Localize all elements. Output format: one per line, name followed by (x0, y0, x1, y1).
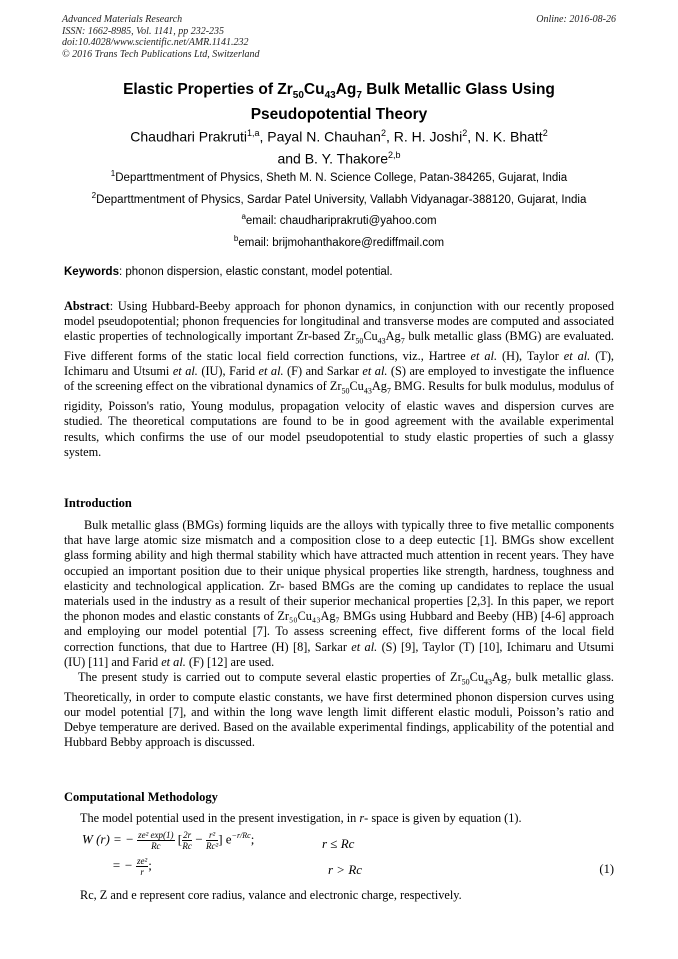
abstract-text: Ag (371, 379, 387, 394)
subscript: 7 (507, 677, 512, 687)
eq-part: ; (148, 857, 152, 873)
email-sup: b (233, 234, 239, 243)
eq-den: Rc (182, 841, 192, 851)
title-sub: 50 (292, 90, 304, 102)
affiliation-1 (40, 167, 638, 185)
intro-text: (S) [9], Taylor (T) [10], Ichimaru and Utsumi (IU) [11] and Farid (64, 639, 614, 669)
abstract-text: (T), Ichimaru and Utsumi (64, 349, 614, 379)
eq-part: ; (250, 831, 255, 847)
abstract (64, 299, 614, 460)
abstract-text: (F) and Sarkar (283, 364, 363, 379)
doi: doi:10.4028/www.scientific.net/AMR.1141.232 (62, 37, 249, 48)
eq-fraction (136, 856, 148, 877)
et-al: et al. (470, 349, 498, 364)
subscript: 43 (484, 677, 493, 687)
paper-title (60, 80, 618, 124)
author-list (60, 124, 618, 167)
title-part: Elastic Properties of Zr (123, 81, 293, 98)
intro-text: bulk metallic glass. Theoretically, in order to compute elastic constants, we have first determined phonon dispersion curves using our model potential [7], and within the long wave length limit different elastic moduli, Poisson’s ratio and Debye temperature are derived. Based on the available experimental findings, applicability of the potential and Hubbard Bebby approach is discussed. (64, 670, 614, 750)
copyright: © 2016 Trans Tech Publications Ltd, Switzerland (62, 48, 260, 60)
eq-fraction (206, 830, 218, 851)
abstract-text: BMG. Results for bulk modulus, modulus of rigidity, Poisson's ratio, Young modulus, propagation velocity of elastic waves and dispersion curves are studied. The theoretical computations are found to be in good agreement with the available experimental results, which confirms the use of our model pseudopotential to study elastic properties of such a glassy system. (64, 379, 614, 459)
intro-text: (F) [12] are used. (185, 654, 275, 669)
eq-den: Rc² (205, 841, 219, 851)
abstract-text: : Using Hubbard-Beeby approach for phonon dynamics, in conjunction with our recently proposed model pseudopotential; phonon frequencies for longitudinal and transverse modes are computed and associated elastic properties of technologically important Zr-based Zr (64, 299, 614, 344)
author: , Payal N. Chauhan (259, 128, 381, 145)
eq-den: r (140, 867, 144, 877)
eq-num: ze² exp(1) (138, 830, 174, 840)
title-part: Cu (303, 81, 325, 98)
eq-num: r² (206, 830, 218, 841)
subscript: 43 (363, 386, 372, 396)
email-text: email: brijmohanthakore@rediffmail.com (238, 236, 445, 249)
intro-text: Bulk metallic glass (BMGs) forming liquids are the alloys with typically three to five metallic components that have large atomic size mismatch and a composition close to a deep eutectic [1]. BMGs show excellent glass forming ability and high thermal stability which have attracted much attention in recent years. They have occupied an important position due to their unique physical properties like strength, hardness, toughness and elasticity and technological application. Zr- based BMGs are the coming up candidates to replace the usual materials used in the industry as a result of their superior mechanical properties [2,3]. In this paper, we report the phonon modes and elastic constants of Zr₅₀Cu₄₃Ag₇ BMGs using Hubbard and Beeby (HB) [4-6] approach and employing our model potential [7]. To assess screening effect, five different forms of the local field correction functions, that due to Hartree (H) [8], Sarkar (64, 518, 614, 654)
author: , R. H. Joshi (385, 128, 463, 145)
subscript: 50 (461, 677, 470, 687)
abstract-text: Ag (385, 329, 401, 344)
author: Chaudhari Prakruti (130, 128, 248, 145)
journal-name: Advanced Materials Research (62, 14, 183, 25)
title-part: Bulk Metallic Glass Using (361, 81, 555, 98)
eq-part: W (r) = − (82, 831, 134, 847)
eq-part: − (195, 831, 203, 847)
author-sup: 2 (542, 128, 548, 138)
affiliation-sup: 1 (110, 169, 116, 178)
eq-num: 2r (183, 830, 192, 840)
eq-part: [ (177, 831, 183, 847)
et-al: et al. (563, 349, 591, 364)
author: and B. Y. Thakore (277, 150, 388, 167)
introduction-body (64, 518, 614, 751)
method-text: - space is given by equation (1). (364, 811, 522, 825)
affiliation-text: Departtmentment of Physics, Sardar Patel University, Vallabh Vidyanagar-388120, Gujarat, India (96, 193, 587, 206)
abstract-text: (S) are employed to investigate the influence of the screening effect on the vibrational dynamics of Zr (64, 364, 615, 394)
subscript: 7 (400, 336, 405, 346)
issn: ISSN: 1662-8985, Vol. 1141, pp 232-235 (62, 25, 225, 37)
eq-exponent: −r/Rc (231, 831, 251, 841)
abstract-text: (IU), Farid (197, 364, 259, 379)
author-sup: 1,a (247, 128, 260, 138)
equation-line-2 (112, 856, 152, 877)
subscript: 7 (386, 386, 391, 396)
affiliation-text: Departtmentment of Physics, Sheth M. N. Science College, Patan-384265, Gujarat, India (115, 171, 568, 184)
online-date: Online: 2016-08-26 (536, 14, 616, 25)
affiliation-2 (40, 189, 638, 207)
equation-number: (1) (599, 862, 614, 876)
keywords-text: : phonon dispersion, elastic constant, model potential. (118, 266, 393, 278)
email-a (40, 210, 638, 228)
methodology-heading: Computational Methodology (64, 790, 218, 804)
affiliation-sup: 2 (91, 191, 97, 200)
email-text: email: chaudhariprakruti@yahoo.com (245, 214, 437, 227)
journal-header (62, 14, 260, 60)
equation-condition-1: r ≤ Rc (322, 836, 355, 851)
et-al: et al. (258, 364, 284, 379)
email-sup: a (241, 212, 246, 221)
author-sup: 2 (462, 128, 468, 138)
intro-text: Ag (492, 670, 508, 685)
eq-den: Rc (151, 841, 161, 851)
eq-part: ] e (218, 831, 232, 847)
intro-text: The present study is carried out to compute several elastic properties of Zr (78, 670, 462, 685)
intro-text: Cu (469, 670, 485, 685)
eq-part: = − (112, 857, 133, 873)
introduction-heading: Introduction (64, 496, 132, 510)
abstract-label: Abstract (64, 299, 110, 313)
abstract-text: bulk metallic glass (BMG) are evaluated. Five different forms of the static local field correction functions, viz., Hartree (64, 329, 614, 364)
equation-line-1 (82, 830, 254, 851)
eq-fraction (137, 830, 174, 851)
subscript: 43 (377, 336, 386, 346)
et-al: et al. (172, 364, 198, 379)
et-al: et al. (362, 364, 388, 379)
et-al: et al. (351, 639, 378, 654)
title-sub: 43 (324, 90, 336, 102)
email-b (40, 232, 638, 250)
methodology-intro (80, 811, 614, 826)
keywords-label: Keywords (64, 266, 119, 278)
abstract-text: Cu (349, 379, 364, 394)
equation-condition-2: r > Rc (328, 862, 363, 877)
methodology-after: Rc, Z and e represent core radius, valance and electronic charge, respectively. (80, 888, 462, 902)
eq-fraction (182, 830, 192, 851)
subscript: 50 (341, 386, 350, 396)
author: , N. K. Bhatt (467, 128, 543, 145)
subscript: 50 (355, 336, 364, 346)
abstract-text: Cu (363, 329, 378, 344)
author-sup: 2,b (388, 149, 401, 160)
keywords (64, 266, 393, 278)
method-text: The model potential used in the present investigation, in (80, 811, 360, 825)
title-part: Ag (335, 81, 357, 98)
author-sup: 2 (380, 128, 386, 138)
method-var: r (359, 811, 365, 825)
eq-num: ze² (137, 856, 148, 866)
et-al: et al. (161, 654, 186, 669)
abstract-text: (H), Taylor (497, 349, 564, 364)
title-sub: 7 (356, 90, 362, 102)
title-line2: Pseudopotential Theory (250, 106, 428, 124)
